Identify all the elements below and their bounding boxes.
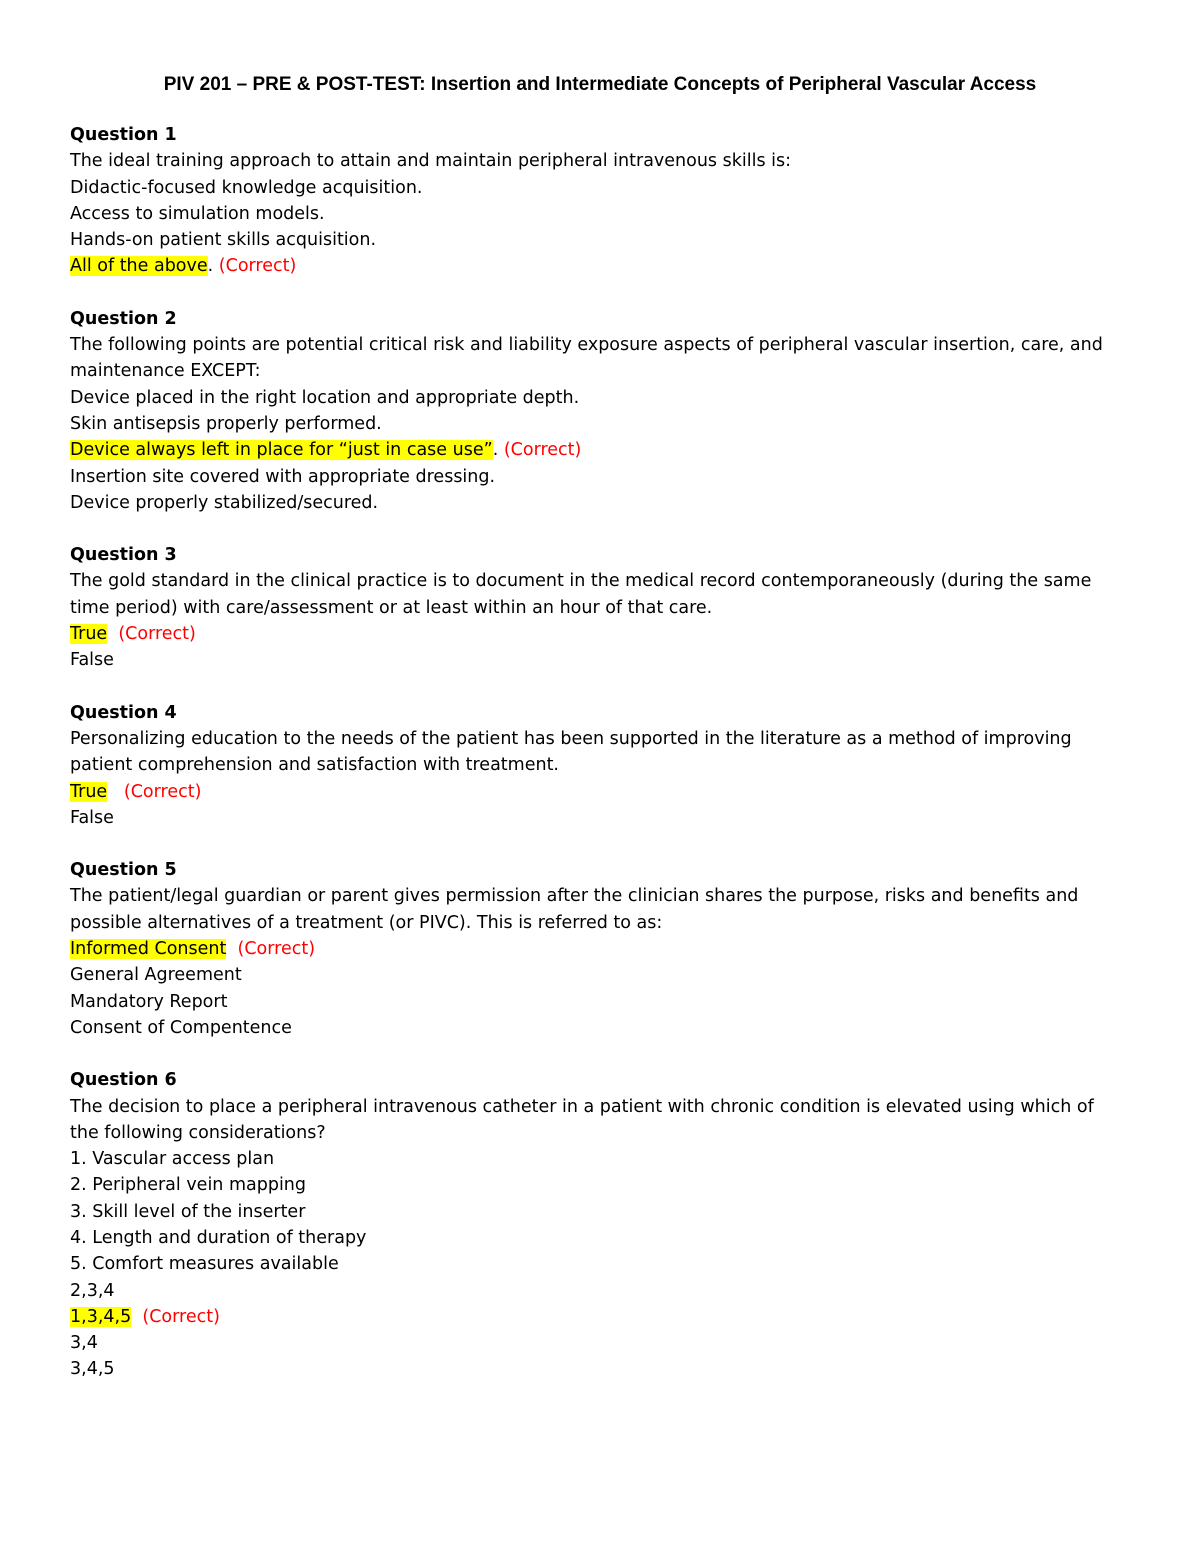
- answer-suffix: .: [492, 440, 504, 461]
- answer-suffix: .: [207, 256, 219, 277]
- question-prompt: The patient/legal guardian or parent gives permission after the clinician shares the purpose, risks and benefits and possible alternatives of a treatment (or PIVC). This is referred to as:: [70, 886, 1079, 933]
- answer-highlight: True: [70, 624, 108, 645]
- question-prompt: The ideal training approach to attain and maintain peripheral intravenous skills is:: [70, 151, 792, 172]
- question-4: [70, 700, 1130, 831]
- correct-label: (Correct): [118, 624, 196, 645]
- answer-highlight: 1,3,4,5: [70, 1306, 132, 1327]
- question-6: [70, 1067, 1130, 1383]
- question-heading: Question 1: [70, 125, 177, 145]
- answer-option: 2,3,4: [70, 1280, 115, 1301]
- consideration-item: 5. Comfort measures available: [70, 1254, 339, 1275]
- consideration-item: 1. Vascular access plan: [70, 1149, 275, 1170]
- answer-option: Insertion site covered with appropriate dressing.: [70, 466, 496, 487]
- answer-option: False: [70, 650, 114, 671]
- correct-answer-option: [70, 437, 1130, 463]
- correct-label: (Correct): [237, 939, 316, 960]
- correct-answer-option: [70, 779, 1130, 805]
- answer-option: Mandatory Report: [70, 991, 228, 1012]
- answer-suffix: [131, 1307, 142, 1327]
- answer-option: Hands-on patient skills acquisition.: [70, 230, 377, 251]
- correct-answer-option: [70, 253, 1130, 279]
- correct-label: (Correct): [123, 781, 202, 802]
- question-prompt: The following points are potential critical risk and liability exposure aspects of peripheral vascular insertion, care, and maintenance EXCEPT:: [70, 335, 1103, 382]
- quiz-content: [70, 122, 1130, 1409]
- question-5: [70, 857, 1130, 1041]
- answer-option: General Agreement: [70, 965, 242, 986]
- answer-highlight: All of the above: [70, 256, 208, 277]
- consideration-item: 2. Peripheral vein mapping: [70, 1175, 307, 1196]
- page-title: PIV 201 – PRE & POST-TEST: Insertion and Intermediate Concepts of Peripheral Vascular Access: [163, 74, 1037, 95]
- answer-option: Consent of Compentence: [70, 1017, 292, 1038]
- answer-highlight: Informed Consent: [70, 939, 227, 960]
- answer-option: Skin antisepsis properly performed.: [70, 413, 382, 434]
- correct-answer-option: [70, 936, 1130, 962]
- answer-option: Didactic-focused knowledge acquisition.: [70, 177, 423, 198]
- answer-option: Device placed in the right location and appropriate depth.: [70, 387, 580, 408]
- answer-suffix: [107, 624, 118, 644]
- correct-label: (Correct): [142, 1306, 220, 1327]
- question-prompt: Personalizing education to the needs of the patient has been supported in the literature as a method of improving patient comprehension and satisfaction with treatment.: [70, 728, 1072, 776]
- question-heading: Question 2: [70, 308, 177, 329]
- consideration-item: 3. Skill level of the inserter: [70, 1201, 306, 1222]
- question-prompt: The decision to place a peripheral intravenous catheter in a patient with chronic condition is elevated using which of the following considerations?: [70, 1096, 1094, 1143]
- answer-option: False: [70, 807, 114, 828]
- answer-option: Access to simulation models.: [70, 203, 325, 224]
- question-heading: Question 6: [70, 1070, 177, 1091]
- answer-highlight: Device always left in place for “just in case use”: [70, 440, 493, 461]
- question-heading: Question 4: [70, 702, 177, 723]
- question-2: [70, 306, 1130, 516]
- answer-option: 3,4,5: [70, 1359, 115, 1380]
- answer-highlight: True: [70, 781, 108, 802]
- answer-suffix: [226, 939, 237, 959]
- question-heading: Question 5: [70, 860, 177, 881]
- correct-label: (Correct): [503, 440, 582, 461]
- answer-option: 3,4: [70, 1333, 98, 1354]
- correct-answer-option: [70, 1304, 1130, 1330]
- consideration-item: 4. Length and duration of therapy: [70, 1227, 367, 1248]
- question-3: [70, 542, 1130, 673]
- correct-answer-option: [70, 621, 1130, 647]
- correct-label: (Correct): [218, 256, 297, 277]
- answer-suffix: [107, 782, 124, 802]
- question-heading: Question 3: [70, 545, 177, 566]
- answer-option: Device properly stabilized/secured.: [70, 492, 379, 513]
- question-1: [70, 122, 1130, 280]
- question-prompt: The gold standard in the clinical practice is to document in the medical record contemporaneously (during the same time period) with care/assessment or at least within an hour of that care.: [70, 571, 1092, 618]
